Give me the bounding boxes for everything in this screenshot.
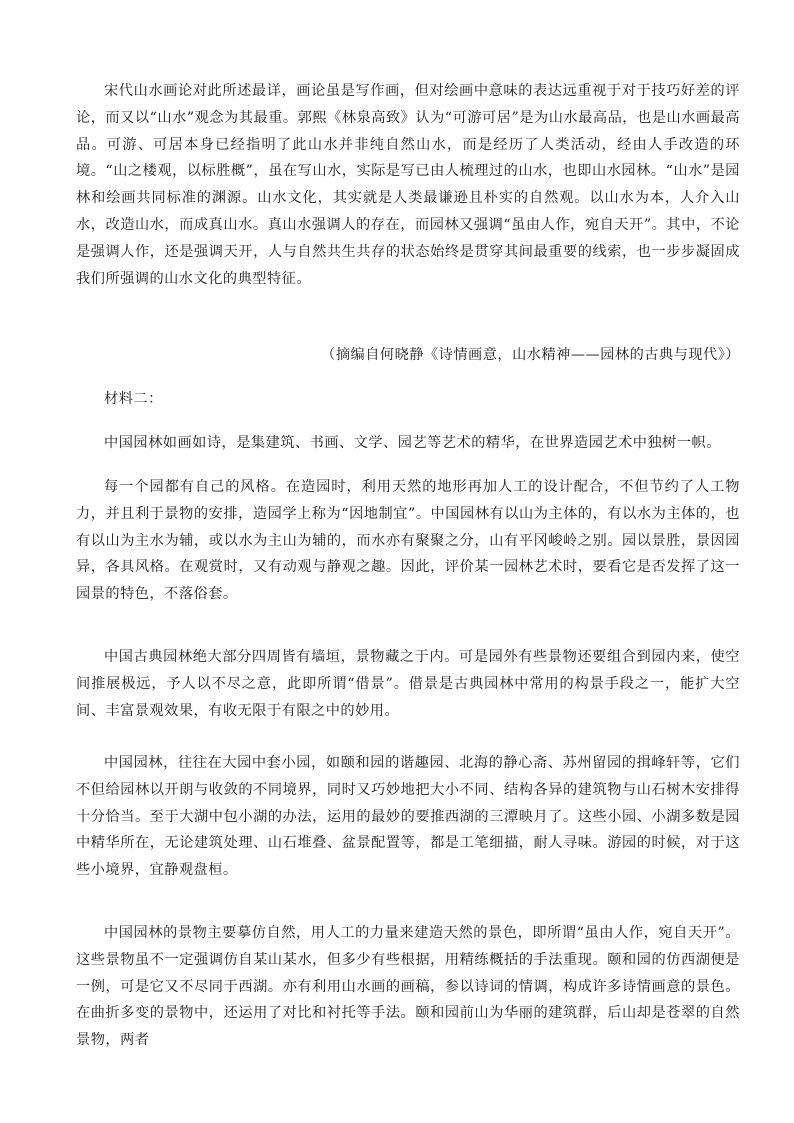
- paragraph-song-landscape: 宋代山水画论对此所述最详，画论虽是写作画，但对绘画中意味的表达远重视于对于技巧好差的评论，而又以“山水”观念为其最重。郭熙《林泉高致》认为“可游可居”是为山水最高品，也是山水画最高品。可游、可居本身已经指明了此山水并非纯自然山水，而是经历了人类活动，经由人手改造的环境。“山之楼观，以标胜概”，虽在写山水，实际是写已由人梳理过的山水，也即山水园林。“山水”是园林和绘画共同标准的渊源。山水文化，其实就是人类最谦逊且朴实的自然观。以山水为本，人介入山水，改造山水，而成真山水。真山水强调人的存在，而园林又强调“虽由人作，宛自天开”。其中，不论是强调人作，还是强调天开，人与自然共生共存的状态始终是贯穿其间最重要的线索，也一步步凝固成我们所强调的山水文化的典型特征。: [76, 83, 740, 287]
- paragraph-intro: 中国园林如画如诗，是集建筑、书画、文学、园艺等艺术的精华，在世界造园艺术中独树一帜。: [104, 435, 721, 451]
- section-heading: 材料二：: [104, 391, 163, 407]
- paragraph-nested-gardens: 中国园林，往往在大园中套小园，如颐和园的谐趣园、北海的静心斋、苏州留园的揖峰轩等，它们不但给园林以开朗与收敛的不同境界，同时又巧妙地把大小不同、结构各异的建筑物与山石树木安排得十分恰当。至于大湖中包小湖的办法，运用的最妙的要推西湖的三潭映月了。这些小园、小湖多数是园中精华所在，无论建筑处理、山石堆叠、盆景配置等，都是工笔细描，耐人寻味。游园的时候，对于这些小境界，宜静观盘桓。: [76, 755, 740, 879]
- paragraph-imitating-nature: 中国园林的景物主要摹仿自然，用人工的力量来建造天然的景色，即所谓“虽由人作，宛自天开”。这些景物虽不一定强调仿自某山某水，但多少有些根据，用精练概括的手法重现。颐和园的仿西湖便是一例，可是它又不尽同于西湖。亦有利用山水画的画稿，参以诗词的情调，构成许多诗情画意的景色。在曲折多变的景物中，还运用了对比和衬托等手法。颐和园前山为华丽的建筑群，后山却是苍翠的自然景物，两者: [76, 925, 740, 1049]
- paragraph-borrowed-scenery: 中国古典园林绝大部分四周皆有墙垣，景物藏之于内。可是园外有些景物还要组合到园内来，使空间推展极远，予人以不尽之意，此即所谓“借景”。借景是古典园林中常用的构景手段之一，能扩大空间、丰富景观效果，有收无限于有限之中的妙用。: [76, 649, 740, 719]
- citation: （摘编自何晓静《诗情画意，山水精神——园林的古典与现代》）: [321, 347, 740, 363]
- paragraph-style: 每一个园都有自己的风格。在造园时，利用天然的地形再加人工的设计配合，不但节约了人工物力，并且利于景物的安排，造园学上称为“因地制宜”。中国园林有以山为主体的，有以水为主体的，也有以山为主水为辅，或以水为主山为辅的，而水亦有聚聚之分，山有平冈峻岭之别。园以景胜，景因园异，各具风格。在观赏时，又有动观与静观之趣。因此，评价某一园林艺术时，要看它是否发挥了这一园景的特色，不落俗套。: [76, 479, 740, 603]
